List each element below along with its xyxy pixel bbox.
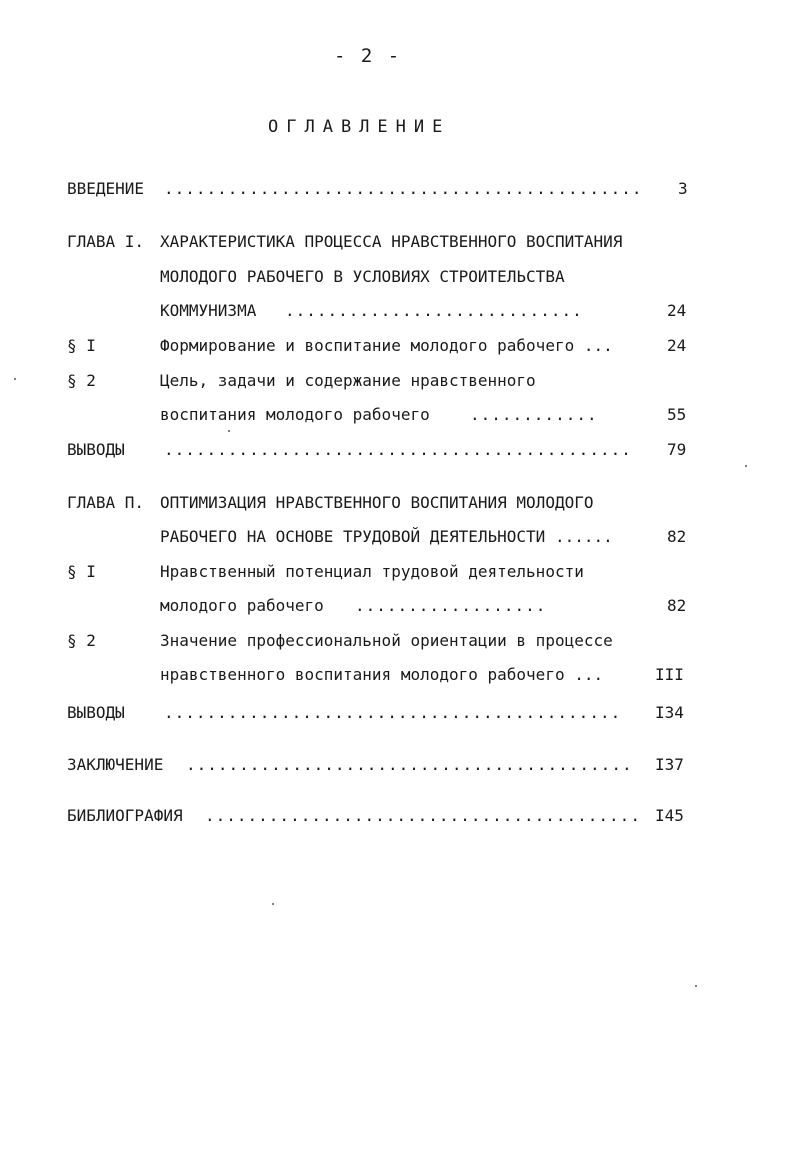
chapter1-page: 24	[667, 301, 687, 320]
scan-speck	[745, 465, 747, 467]
chapter1-label: ГЛАВА I.	[67, 232, 145, 251]
toc-intro-label: ВВЕДЕНИЕ	[67, 179, 145, 198]
toc-conclusion-page: I37	[655, 755, 684, 774]
chapter1-title-line1: ХАРАКТЕРИСТИКА ПРОЦЕССА НРАВСТВЕННОГО ВОСПИТАНИЯ	[160, 232, 623, 251]
chapter2-section2-page: III	[655, 665, 684, 684]
chapter1-section1-title: Формирование и воспитание молодого рабочего ...	[160, 336, 613, 355]
toc-bibliography-label: БИБЛИОГРАФИЯ	[67, 806, 183, 825]
chapter1-title-line2: МОЛОДОГО РАБОЧЕГО В УСЛОВИЯХ СТРОИТЕЛЬСТВА	[160, 267, 565, 286]
toc-leader: .........................................	[205, 806, 641, 825]
scan-speck	[14, 378, 16, 380]
chapter2-section2-mark: § 2	[67, 631, 96, 650]
toc-leader: ..................	[355, 596, 547, 615]
chapter1-conclusions-label: ВЫВОДЫ	[67, 440, 125, 459]
toc-title: ОГЛАВЛЕНИЕ	[268, 117, 451, 137]
chapter2-page: 82	[667, 527, 687, 546]
toc-conclusion-label: ЗАКЛЮЧЕНИЕ	[67, 755, 164, 774]
toc-bibliography-page: I45	[655, 806, 684, 825]
chapter2-section1-title-line2: молодого рабочего	[160, 596, 324, 615]
scan-speck	[228, 430, 230, 432]
chapter1-section1-page: 24	[667, 336, 687, 355]
chapter2-section2-title-line1: Значение профессиональной ориентации в процессе	[160, 631, 613, 650]
chapter2-section2-title-line2: нравственного воспитания молодого рабочего ...	[160, 665, 604, 684]
toc-leader: ..........................................	[186, 755, 633, 774]
chapter1-title-line3: КОММУНИЗМА	[160, 301, 257, 320]
chapter2-label: ГЛАВА П.	[67, 493, 145, 512]
chapter1-section1-mark: § I	[67, 336, 96, 355]
toc-leader: ............................	[285, 301, 583, 320]
toc-leader: ...........................................	[164, 703, 622, 722]
scan-speck	[272, 903, 274, 905]
chapter1-section2-title-line1: Цель, задачи и содержание нравственного	[160, 371, 536, 390]
chapter2-title-line1: ОПТИМИЗАЦИЯ НРАВСТВЕННОГО ВОСПИТАНИЯ МОЛОДОГО	[160, 493, 594, 512]
chapter1-section2-mark: § 2	[67, 371, 96, 390]
chapter2-conclusions-page: I34	[655, 703, 684, 722]
toc-intro-page: 3	[678, 179, 688, 198]
chapter1-section2-page: 55	[667, 405, 687, 424]
toc-leader: ............	[470, 405, 598, 424]
page-number: - 2 -	[334, 45, 402, 67]
toc-leader: ............................................	[164, 440, 632, 459]
chapter2-section1-title-line1: Нравственный потенциал трудовой деятельности	[160, 562, 584, 581]
chapter1-section2-title-line2: воспитания молодого рабочего	[160, 405, 430, 424]
chapter2-conclusions-label: ВЫВОДЫ	[67, 703, 125, 722]
chapter2-title-line2: РАБОЧЕГО НА ОСНОВЕ ТРУДОВОЙ ДЕЯТЕЛЬНОСТИ ......	[160, 527, 613, 546]
toc-leader: .............................................	[164, 179, 643, 198]
scan-speck	[695, 985, 697, 987]
chapter2-section1-mark: § I	[67, 562, 96, 581]
chapter1-conclusions-page: 79	[667, 440, 687, 459]
chapter2-section1-page: 82	[667, 596, 687, 615]
